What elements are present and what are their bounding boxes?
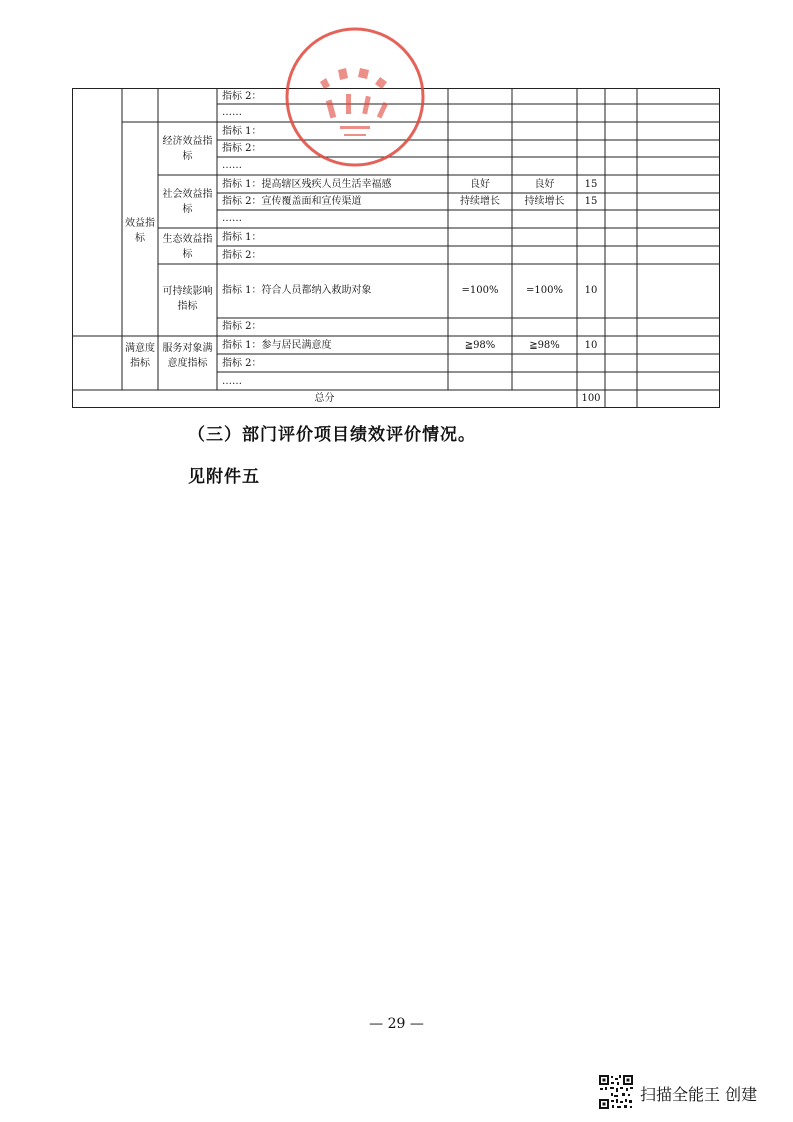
sustain-row-1-value2: =100% — [526, 285, 563, 296]
total-label: 总分 — [314, 393, 335, 404]
section-heading: （三）部门评价项目绩效评价情况。 — [188, 425, 476, 445]
social-row-2-value2: 持续增长 — [524, 196, 565, 207]
total-score: 100 — [581, 393, 601, 404]
social-row-1-value2: 良好 — [534, 179, 555, 190]
econ-row-1-indicator: 指标 1： — [222, 126, 262, 137]
social-row-2-score: 15 — [584, 196, 598, 207]
eco-row-1-indicator: 指标 1： — [222, 232, 262, 243]
social-row-1-score: 15 — [584, 179, 598, 190]
page-number: — 29 — — [369, 1016, 424, 1032]
top-row-2-indicator: …… — [222, 107, 242, 118]
satisfaction-row-1-value1: ≧98% — [464, 340, 496, 351]
satisfaction-category-label: 满意度指标 — [125, 343, 155, 369]
social-row-3-indicator: …… — [222, 213, 242, 224]
social-row-2-value1: 持续增长 — [460, 196, 500, 207]
satisfaction-row-2-indicator: 指标 2： — [222, 358, 262, 369]
sustain-row-1-score: 10 — [584, 285, 598, 296]
benefit-category-label: 效益指标 — [125, 218, 155, 244]
satisfaction-group-label: 服务对象满意度指标 — [162, 343, 213, 369]
top-row-1-indicator: 指标 2： — [222, 91, 262, 102]
satisfaction-row-1-score: 10 — [584, 340, 598, 351]
scanner-watermark — [598, 1074, 778, 1110]
eco-row-2-indicator: 指标 2： — [222, 250, 262, 261]
satisfaction-row-3-indicator: …… — [222, 376, 242, 387]
qr-code-icon — [598, 1074, 634, 1110]
sustain-row-1-value1: =100% — [461, 285, 499, 296]
social-group-label: 社会效益指标 — [162, 189, 213, 215]
official-seal-icon — [280, 22, 430, 172]
econ-row-2-indicator: 指标 2： — [222, 143, 262, 154]
social-row-2-indicator: 指标 2：宣传覆盖面和宣传渠道 — [222, 196, 362, 207]
section-body: 见附件五 — [188, 467, 260, 487]
social-row-1-value1: 良好 — [470, 179, 490, 190]
satisfaction-row-1-indicator: 指标 1：参与居民满意度 — [222, 340, 332, 351]
eco-group-label: 生态效益指标 — [162, 234, 213, 260]
sustain-row-1-indicator: 指标 1：符合人员都纳入救助对象 — [222, 285, 372, 296]
econ-group-label: 经济效益指标 — [162, 136, 213, 162]
econ-row-3-indicator: …… — [222, 160, 242, 171]
sustain-group-label: 可持续影响指标 — [162, 286, 213, 312]
satisfaction-row-1-value2: ≧98% — [529, 340, 560, 351]
watermark-text: 扫描全能王 创建 — [640, 1085, 758, 1104]
sustain-row-2-indicator: 指标 2： — [222, 321, 262, 332]
social-row-1-indicator: 指标 1：提高辖区残疾人员生活幸福感 — [222, 179, 392, 190]
